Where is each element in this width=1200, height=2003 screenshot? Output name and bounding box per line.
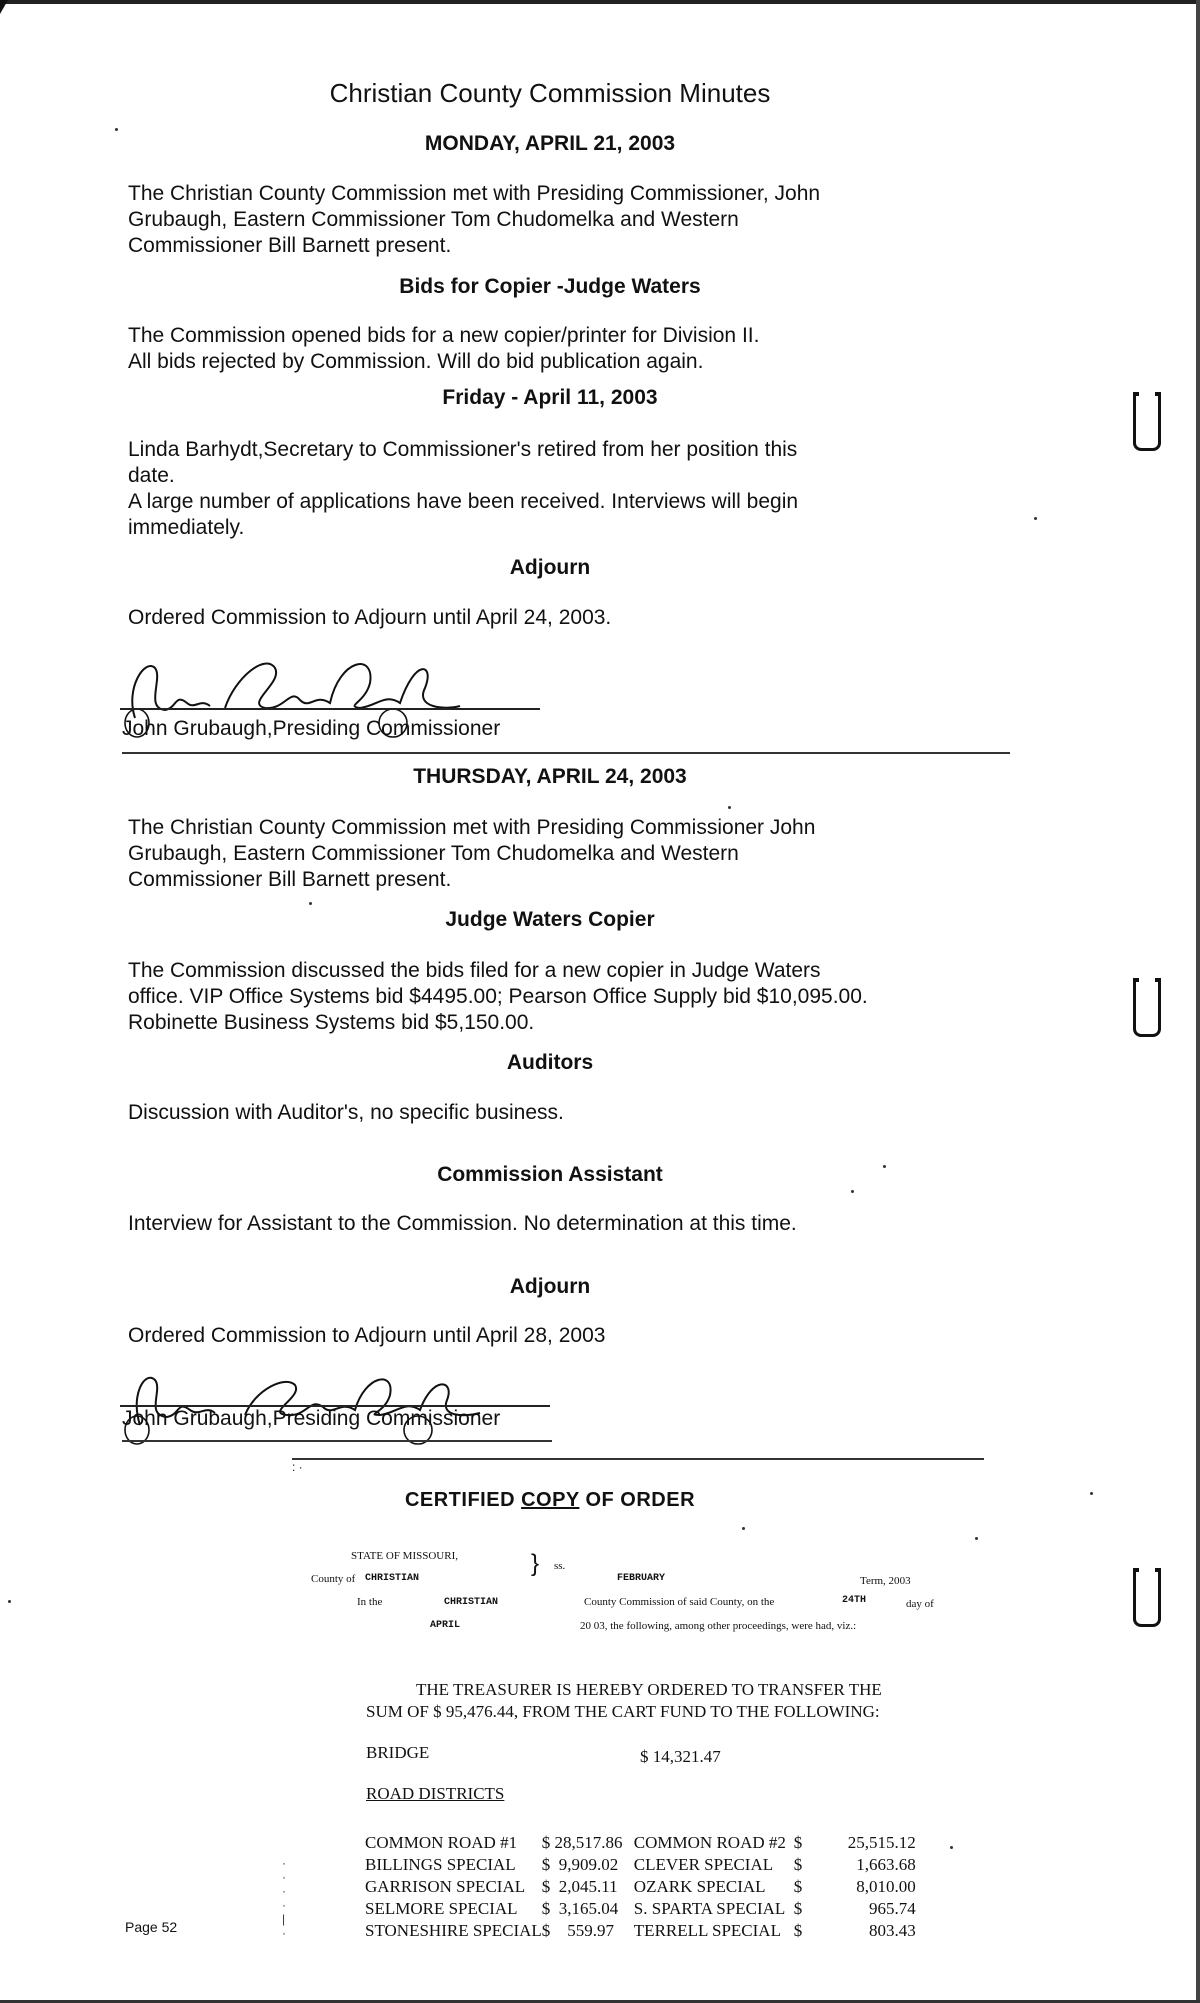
binder-mark-icon xyxy=(1133,978,1161,1037)
county-of-label: County of xyxy=(311,1573,356,1585)
brace-icon: } xyxy=(531,1550,540,1577)
text-line: A large number of applications have been received. Interviews will begin xyxy=(128,490,799,513)
district-amount: $ 3,165.04 xyxy=(541,1899,619,1918)
meeting2-attendance xyxy=(128,815,998,893)
adjourn-text-2: Ordered Commission to Adjourn until April 28, 2003 xyxy=(128,1324,606,1347)
section-heading-assistant: Commission Assistant xyxy=(437,1163,663,1186)
day-of-label: day of xyxy=(906,1598,934,1610)
order-margin-mark: : · xyxy=(292,1460,303,1474)
binder-mark-icon xyxy=(1133,1568,1161,1627)
term-label xyxy=(860,1575,911,1587)
district-amount: $ 559.97 xyxy=(541,1921,615,1940)
district-amount: 8,010.00 xyxy=(856,1877,916,1896)
meeting1-attendance xyxy=(128,181,998,259)
text-line: The Commission discussed the bids filed for a new copier in Judge Waters xyxy=(128,959,821,982)
month-value: APRIL xyxy=(430,1620,461,1631)
year-value: 03 xyxy=(593,1620,605,1632)
currency-symbol: $ xyxy=(793,1833,803,1852)
in-the-value: CHRISTIAN xyxy=(444,1597,499,1608)
text-line: Commissioner Bill Barnett present. xyxy=(128,234,452,257)
commission-text: County Commission of said County, on the xyxy=(584,1596,775,1608)
term-month: FEBRUARY xyxy=(617,1573,666,1584)
text-line: All bids rejected by Commission. Will do bid publication again. xyxy=(128,350,704,373)
district-name: COMMON ROAD #2 xyxy=(633,1833,786,1852)
order-title xyxy=(0,1489,1100,1512)
copier-text xyxy=(128,958,1028,1036)
currency-symbol: $ xyxy=(793,1899,803,1918)
year-prefix: 20 xyxy=(580,1620,591,1632)
currency-symbol: $ xyxy=(793,1855,803,1874)
bridge-label: BRIDGE xyxy=(366,1743,430,1762)
scan-speck xyxy=(883,1165,886,1168)
bridge-amount: $ 14,321.47 xyxy=(640,1747,721,1766)
district-name: BILLINGS SPECIAL xyxy=(365,1855,516,1874)
adjourn-text: Ordered Commission to Adjourn until April 24, 2003. xyxy=(128,606,612,629)
district-row xyxy=(365,1854,916,1876)
text-line: immediately. xyxy=(128,516,245,539)
district-name: OZARK SPECIAL xyxy=(633,1877,766,1896)
scan-speck xyxy=(309,902,312,905)
order-title-part: OF ORDER xyxy=(579,1489,696,1511)
scan-speck xyxy=(728,806,731,809)
text-line: The Commission opened bids for a new copier/printer for Division II. xyxy=(128,324,760,347)
scan-speck xyxy=(851,1190,854,1193)
scan-speck xyxy=(950,1846,953,1849)
district-row xyxy=(365,1920,916,1942)
assistant-text: Interview for Assistant to the Commission. No determination at this time. xyxy=(128,1212,797,1235)
section-heading-friday: Friday - April 11, 2003 xyxy=(442,386,658,409)
text-line: Grubaugh, Eastern Commissioner Tom Chudomelka and Western xyxy=(128,208,739,231)
scan-speck xyxy=(1034,517,1037,520)
district-row xyxy=(365,1832,916,1854)
signatory-name: John Grubaugh,Presiding Commissioner xyxy=(122,717,501,740)
district-amount: 965.74 xyxy=(869,1899,916,1918)
district-amount: $ 28,517.86 xyxy=(541,1833,623,1852)
meeting-date-thursday: THURSDAY, APRIL 24, 2003 xyxy=(413,765,687,788)
term-year: 03 xyxy=(899,1575,911,1587)
district-amount: $ 9,909.02 xyxy=(541,1855,619,1874)
ss-label: ss. xyxy=(554,1560,566,1572)
section-divider xyxy=(122,1440,552,1442)
term-label-text: Term, 20 xyxy=(860,1575,900,1587)
proceedings-text: , the following, among other proceedings, were had, viz.: xyxy=(604,1620,857,1632)
handwritten-signature-icon xyxy=(115,1355,495,1445)
signatory-name: John Grubaugh,Presiding Commissioner xyxy=(122,1407,501,1430)
bids-text xyxy=(128,323,998,375)
order-top-rule xyxy=(292,1458,984,1460)
in-the-label: In the xyxy=(357,1596,383,1608)
section-heading-adjourn-2: Adjourn xyxy=(509,1275,591,1298)
text-line: The Christian County Commission met with Presiding Commissioner, John xyxy=(128,182,821,205)
scan-speck xyxy=(1090,1492,1093,1495)
text-line: The Christian County Commission met with Presiding Commissioner John xyxy=(128,816,816,839)
district-amount: 803.43 xyxy=(869,1921,916,1940)
scan-speck xyxy=(8,1600,11,1603)
order-title-part: CERTIFIED xyxy=(404,1489,522,1511)
document-title: Christian County Commission Minutes xyxy=(329,78,771,108)
section-heading-copier: Judge Waters Copier xyxy=(445,908,655,931)
friday-text xyxy=(128,437,998,541)
margin-dots: · · · · | · xyxy=(282,1856,286,1940)
district-name: SELMORE SPECIAL xyxy=(365,1899,518,1918)
road-districts-table xyxy=(365,1832,916,1942)
signature-line xyxy=(120,708,540,710)
scan-speck xyxy=(742,1527,745,1530)
day-value: 24TH xyxy=(842,1595,867,1606)
scan-speck xyxy=(975,1537,978,1540)
section-heading-adjourn: Adjourn xyxy=(509,556,591,579)
text-line: date. xyxy=(128,464,175,487)
district-name: TERRELL SPECIAL xyxy=(633,1921,781,1940)
currency-symbol: $ xyxy=(793,1877,803,1896)
text-line: Grubaugh, Eastern Commissioner Tom Chudomelka and Western xyxy=(128,842,739,865)
section-divider xyxy=(122,752,1010,754)
district-name: CLEVER SPECIAL xyxy=(633,1855,774,1874)
text-line: Linda Barhydt,Secretary to Commissioner's retired from her position this xyxy=(128,438,798,461)
district-row xyxy=(365,1876,916,1898)
district-amount: $ 2,045.11 xyxy=(541,1877,618,1896)
county-of-value: CHRISTIAN xyxy=(365,1573,420,1584)
text-line: office. VIP Office Systems bid $4495.00; Pearson Office Supply bid $10,095.00. xyxy=(128,985,868,1008)
district-name: STONESHIRE SPECIAL xyxy=(365,1921,542,1940)
transfer-line: SUM OF $ 95,476.44, FROM THE CART FUND TO THE FOLLOWING: xyxy=(366,1702,880,1721)
district-name: GARRISON SPECIAL xyxy=(365,1877,526,1896)
binder-mark-icon xyxy=(1133,392,1161,451)
text-line: Robinette Business Systems bid $5,150.00. xyxy=(128,1011,535,1034)
order-title-copy: COPY xyxy=(521,1489,580,1511)
section-heading-bids: Bids for Copier -Judge Waters xyxy=(399,275,701,298)
currency-symbol: $ xyxy=(793,1921,803,1940)
district-name: S. SPARTA SPECIAL xyxy=(633,1899,786,1918)
road-districts-label: ROAD DISTRICTS xyxy=(366,1784,505,1803)
auditors-text: Discussion with Auditor's, no specific business. xyxy=(128,1101,564,1124)
meeting-date-monday: MONDAY, APRIL 21, 2003 xyxy=(424,132,676,155)
page-right-edge xyxy=(1196,0,1200,2003)
page-number: Page 52 xyxy=(125,1919,178,1935)
district-amount: 1,663.68 xyxy=(856,1855,916,1874)
text-line: Commissioner Bill Barnett present. xyxy=(128,868,452,891)
state-label: STATE OF MISSOURI, xyxy=(351,1550,458,1562)
transfer-line: THE TREASURER IS HEREBY ORDERED TO TRANSFER THE xyxy=(416,1680,882,1699)
section-heading-auditors: Auditors xyxy=(506,1051,594,1074)
page-top-edge xyxy=(0,0,1200,4)
scan-speck xyxy=(115,128,118,131)
district-row xyxy=(365,1898,916,1920)
year-line xyxy=(580,1620,856,1632)
district-amount: 25,515.12 xyxy=(847,1833,916,1852)
district-name: COMMON ROAD #1 xyxy=(365,1833,518,1852)
